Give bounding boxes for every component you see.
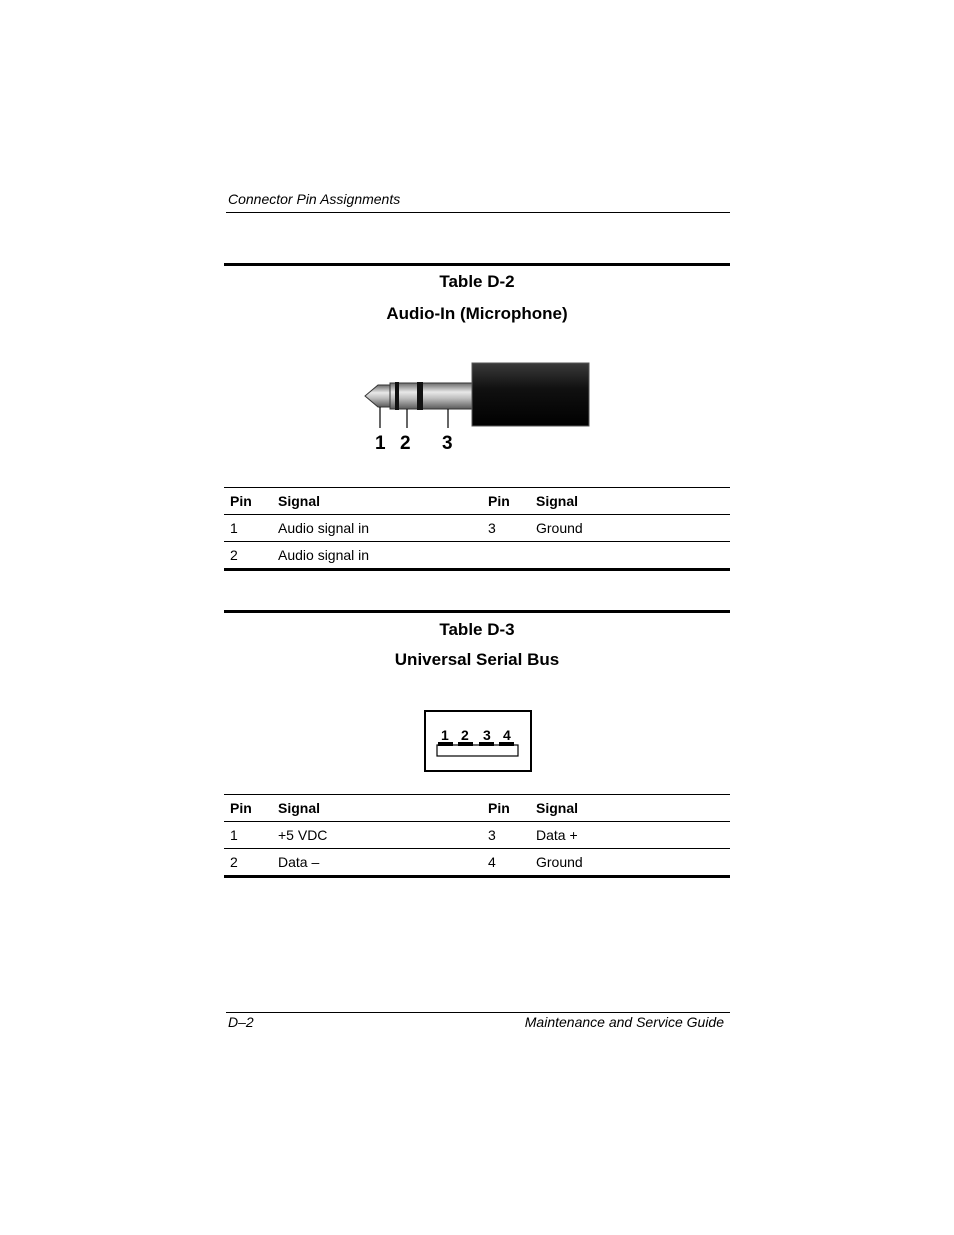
usb-port-slot (437, 745, 518, 756)
pin-cell: 4 (488, 854, 496, 870)
signal-cell: +5 VDC (278, 827, 328, 843)
plug-body (472, 363, 589, 426)
callout-3: 3 (442, 433, 453, 454)
callout-2: 2 (400, 433, 411, 454)
column-header: Signal (278, 493, 321, 509)
running-header: Connector Pin Assignments (228, 191, 401, 207)
column-header: Signal (278, 800, 321, 816)
table-row (224, 822, 730, 849)
pin-cell: 1 (230, 520, 238, 536)
table-row (224, 849, 730, 877)
table-d3-number: Table D-3 (439, 620, 515, 639)
footer-rule (226, 1012, 730, 1013)
column-header: Signal (536, 493, 579, 509)
header-rule (226, 212, 730, 213)
table-row (224, 515, 730, 542)
pin-cell: 1 (230, 827, 238, 843)
usb-callout-1: 1 (441, 727, 449, 743)
page-number: D–2 (228, 1014, 254, 1030)
table-d3 (224, 794, 730, 878)
column-header: Pin (488, 800, 510, 816)
table-d3-title: Universal Serial Bus (394, 650, 560, 669)
audio-plug-figure (360, 358, 594, 454)
table-row (224, 542, 730, 570)
pin-cell: 2 (230, 547, 238, 563)
table-d2 (224, 487, 730, 571)
pin-cell: 2 (230, 854, 238, 870)
plug-shaft (390, 383, 474, 409)
column-header: Signal (536, 800, 579, 816)
signal-cell: Ground (536, 520, 583, 536)
signal-cell (536, 542, 730, 570)
column-header: Pin (230, 800, 252, 816)
pin-cell: 3 (488, 520, 496, 536)
pin-cell (482, 542, 536, 570)
usb-callout-4: 4 (503, 727, 511, 743)
plug-tip (365, 385, 390, 407)
column-header: Pin (488, 493, 510, 509)
usb-callout-3: 3 (483, 727, 491, 743)
column-header: Pin (230, 493, 252, 509)
table-d3-top-rule (224, 610, 730, 613)
table-d2-top-rule (224, 263, 730, 266)
usb-connector-figure (423, 709, 535, 774)
signal-cell: Data – (278, 854, 320, 870)
signal-cell: Audio signal in (278, 520, 370, 536)
table-header-row (224, 795, 730, 822)
signal-cell: Ground (536, 854, 583, 870)
table-d2-number: Table D-2 (439, 272, 515, 291)
pin-cell: 3 (488, 827, 496, 843)
plug-ring-2 (417, 382, 423, 410)
table-d2-title: Audio-In (Microphone) (386, 304, 568, 323)
guide-title: Maintenance and Service Guide (524, 1014, 724, 1030)
plug-ring-1 (395, 382, 399, 410)
table-header-row (224, 488, 730, 515)
usb-callout-2: 2 (461, 727, 469, 743)
callout-1: 1 (375, 433, 386, 454)
signal-cell: Data + (536, 827, 578, 843)
signal-cell: Audio signal in (278, 547, 370, 563)
